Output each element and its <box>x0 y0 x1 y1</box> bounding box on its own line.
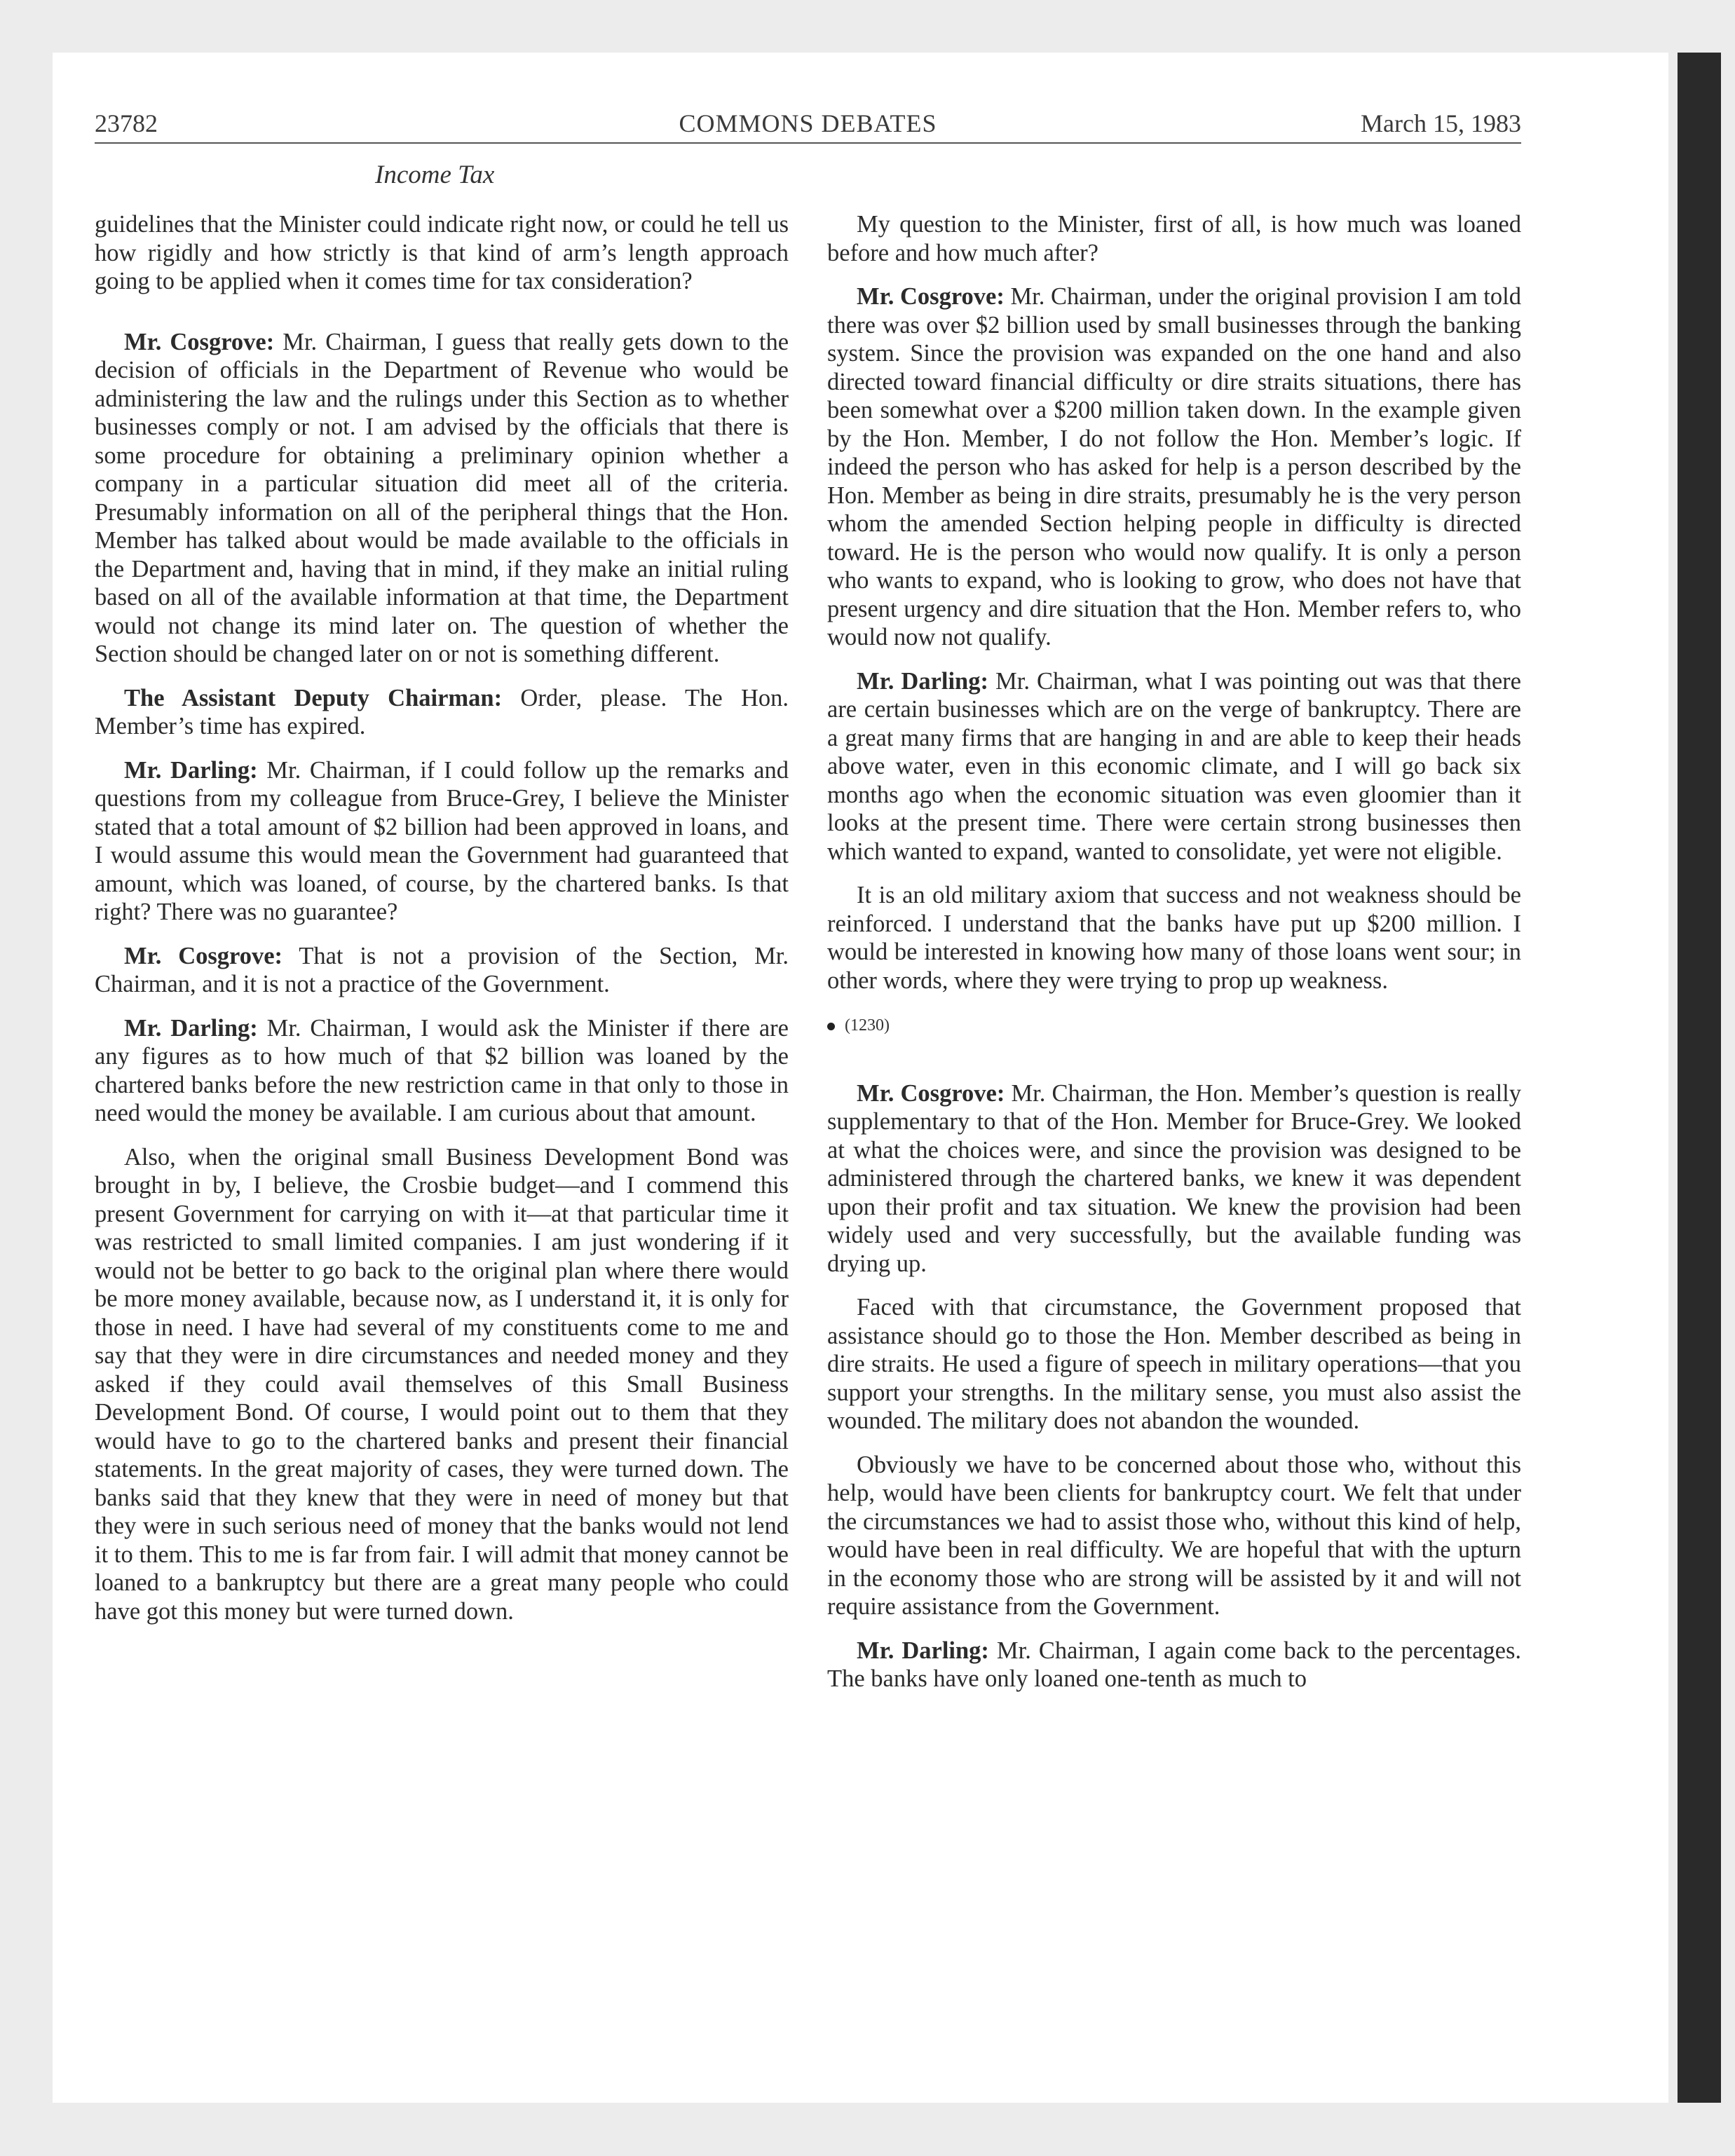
speech-text: Mr. Chairman, what I was pointing out was that there are certain businesses which are on the verge of bankruptcy. There are a great many firms that are hanging in and are able to keep their heads above water, even in this economic climate, and I will go back six months ago when the economic situation was even gloomier than it looks at the present time. There were certain strong businesses then which wanted to expand, wanted to consolidate, yet were not eligible. <box>827 667 1521 865</box>
paragraph: Obviously we have to be concerned about those who, without this help, would have been clients for bankruptcy court. We felt that under the circumstances we had to assist those who, without this kind of help, would have been in real difficulty. We are hopeful that with the upturn in the economy those who are strong will be assisted by it and will not require assistance from the Government. <box>827 1451 1521 1620</box>
speech-text: That is not a provision of the Section, Mr. Chairman, and it is not a practice of the Government. <box>95 942 789 997</box>
speaker-name: Mr. Darling: <box>124 1014 258 1042</box>
speech-text: Mr. Chairman, if I could follow up the remarks and questions from my colleague from Bruce-Grey, I believe the Minister stated that a total amount of $2 billion had been approved in loans, and I would assume this would mean the Government had guaranteed that amount, which was loaned, of course, by the chartered banks. Is that right? There was no guarantee? <box>95 756 789 925</box>
time-marker <box>827 1011 1521 1040</box>
paragraph <box>95 684 789 741</box>
page-number: 23782 <box>95 109 158 137</box>
paragraph <box>95 942 789 999</box>
speaker-name: The Assistant Deputy Chairman: <box>124 684 503 711</box>
paragraph <box>827 667 1521 866</box>
left-column <box>95 210 789 1641</box>
header-date: March 15, 1983 <box>1361 109 1521 137</box>
speaker-name: Mr. Darling: <box>124 756 258 784</box>
paragraph <box>827 282 1521 652</box>
paragraph: guidelines that the Minister could indicate right now, or could he tell us how rigidly and how strictly is that kind of arm’s length approach going to be applied when it comes time for tax consideration? <box>95 211 789 294</box>
speech-text: Order, please. The Hon. Member’s time has expired. <box>95 684 789 739</box>
paragraph <box>95 756 789 927</box>
speaker-name: Mr. Darling: <box>857 667 988 695</box>
speech-text: Mr. Chairman, I would ask the Minister if there are any figures as to how much of that $2 billion was loaned by the chartered banks before the new restriction came in that only to those in need would the money be available. I am curious about that amount. <box>95 1014 789 1126</box>
speaker-name: Mr. Cosgrove: <box>857 283 1005 310</box>
speaker-name: Mr. Cosgrove: <box>857 1079 1005 1107</box>
running-header <box>95 109 1521 144</box>
paragraph <box>95 328 789 669</box>
right-column <box>827 210 1521 1709</box>
paragraph: My question to the Minister, first of all, is how much was loaned before and how much after? <box>827 211 1521 266</box>
speech-text: Mr. Chairman, I guess that really gets down to the decision of officials in the Department of Revenue who would be administering the law and the rulings under this Section as to whether businesses comply or not. I am advised by the officials that there is some procedure for obtaining a preliminary opinion whether a company in a particular situation did meet all of the criteria. Presumably information on all of the peripheral things that the Hon. Member has talked about would be made available to the officials in the Department and, having that in mind, if they make an initial ruling based on all of the available information at that time, the Department would not change its mind later on. The question of whether the Section should be changed later on or not is something different. <box>95 328 789 667</box>
section-title: Income Tax <box>375 161 495 189</box>
speech-text: Mr. Chairman, I again come back to the percentages. The banks have only loaned one-tenth as much to <box>827 1637 1521 1692</box>
scan-edge <box>1678 53 1721 2103</box>
publication-title: COMMONS DEBATES <box>679 109 937 137</box>
speaker-name: Mr. Darling: <box>857 1637 989 1664</box>
paragraph <box>827 1637 1521 1693</box>
paragraph: It is an old military axiom that success and not weakness should be reinforced. I understand that the banks have put up $200 million. I would be interested in knowing how many of those loans went sour; in other words, where they were trying to prop up weakness. <box>827 882 1521 994</box>
paragraph: Faced with that circumstance, the Government proposed that assistance should go to those the Hon. Member described as being in dire straits. He used a figure of speech in military operations—that you support your strengths. In the military sense, you must also assist the wounded. The military does not abandon the wounded. <box>827 1294 1521 1434</box>
paragraph <box>827 1079 1521 1278</box>
time-marker-text: (1230) <box>845 1016 890 1035</box>
speaker-name: Mr. Cosgrove: <box>124 942 283 969</box>
paragraph <box>95 1014 789 1128</box>
speech-text: Mr. Chairman, the Hon. Member’s question is really supplementary to that of the Hon. Member for Bruce-Grey. We looked at what the choices were, and since the provision was designed to be administered through the chartered banks, we knew it was dependent upon their profit and tax situation. We knew the provision had been widely used and very successfully, but the available funding was drying up. <box>827 1079 1521 1277</box>
bullet-icon <box>827 1023 835 1030</box>
speech-text: Mr. Chairman, under the original provision I am told there was over $2 billion used by small businesses through the banking system. Since the provision was expanded on the one hand and also directed toward financial difficulty or dire straits situations, there has been somewhat over a $200 million taken down. In the example given by the Hon. Member, I do not follow the Hon. Member’s logic. If indeed the person who has asked for help is a person described by the Hon. Member as being in dire straits, presumably he is the very person whom the amended Section helping people in difficulty is directed toward. He is the person who would now qualify. It is only a person who wants to expand, who is looking to grow, who does not have that present urgency and dire situation that the Hon. Member refers to, who would now not qualify. <box>827 283 1521 650</box>
paragraph: Also, when the original small Business Development Bond was brought in by, I believe, the Crosbie budget—and I commend this present Government for carrying on with it—at that particular time it was restricted to small limited companies. I am just wondering if it would not be better to go back to the original plan where there would be more money available, because now, as I understand it, it is only for those in need. I have had several of my constituents come to me and say that they were in dire circumstances and needed money and they asked if they could avail themselves of this Small Business Development Bond. Of course, I would point out to them that they would have to go to the chartered banks and present their financial statements. In the great majority of cases, they were turned down. The banks said that they knew that they were in need of money but that they were in such serious need of money that the banks would not lend it to them. This to me is far from fair. I will admit that money cannot be loaned to a bankruptcy but there are a great many people who could have got this money but were turned down. <box>95 1143 789 1625</box>
speaker-name: Mr. Cosgrove: <box>124 328 275 355</box>
